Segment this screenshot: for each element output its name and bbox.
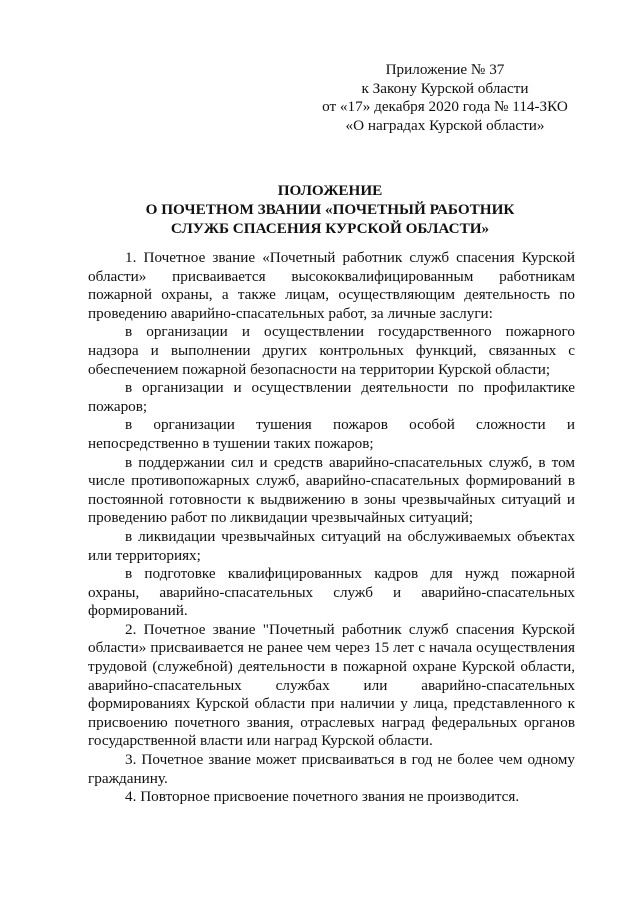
paragraph-4: 4. Повторное присвоение почетного звания не производится. [125,788,520,806]
title-line-1: ПОЛОЖЕНИЕ [277,182,383,199]
law-date-reference: от «17» декабря 2020 года № 114-ЗКО [322,98,568,116]
law-reference: к Закону Курской области [361,79,529,97]
law-title: «О наградах Курской области» [345,116,545,134]
paragraph-merit-fire-prevention: в организации и осуществлении деятельности по профилактике пожаров; [88,379,575,415]
paragraph-1: 1. Почетное звание «Почетный работник служб спасения Курской области» присваивается высококвалифицированным работникам пожарной охраны, а также лицам, осуществляющим деятельность по проведению аварийно-спасательных работ, за личные заслуги: [88,249,575,322]
paragraph-merit-fire-supervision: в организации и осуществлении государственного пожарного надзора и выполнении других контрольных функций, связанных с обеспечением пожарной безопасности на территории Курской области; [88,323,575,378]
title-line-3: СЛУЖБ СПАСЕНИЯ КУРСКОЙ ОБЛАСТИ» [170,220,490,237]
title-line-2: О ПОЧЕТНОМ ЗВАНИИ «ПОЧЕТНЫЙ РАБОТНИК [145,201,515,218]
paragraph-merit-training: в подготовке квалифицированных кадров для нужд пожарной охраны, аварийно-спасательных служб и аварийно-спасательных формирований. [88,565,575,620]
appendix-number: Приложение № 37 [385,61,505,78]
paragraph-merit-fire-extinguishing: в организации тушения пожаров особой сложности и непосредственно в тушении таких пожаров; [88,416,575,452]
document-title [90,181,570,238]
paragraph-merit-readiness: в поддержании сил и средств аварийно-спасательных служб, в том числе противопожарных служб, аварийно-спасательных формирований в постоянной готовности к выдвижению в зоны чрезвычайных ситуаций и проведению работ по ликвидации чрезвычайных ситуаций; [88,453,575,527]
appendix-header [300,61,590,135]
paragraph-3: 3. Почетное звание может присваиваться в год не более чем одному гражданину. [88,751,575,787]
paragraph-merit-emergency-response: в ликвидации чрезвычайных ситуаций на обслуживаемых объектах или территориях; [88,527,575,564]
paragraph-2: 2. Почетное звание "Почетный работник служб спасения Курской области» присваивается не ранее чем через 15 лет с начала осуществления трудовой (служебной) деятельности в пожарной охране Курской области, аварийно-спасательных службах или аварийно-спасательных формированиях Курской области при наличии у лица, представленного к присвоению почетного звания, отраслевых наград федеральных органов государственной власти или наград Курской области. [88,620,575,750]
document-body [88,249,575,807]
